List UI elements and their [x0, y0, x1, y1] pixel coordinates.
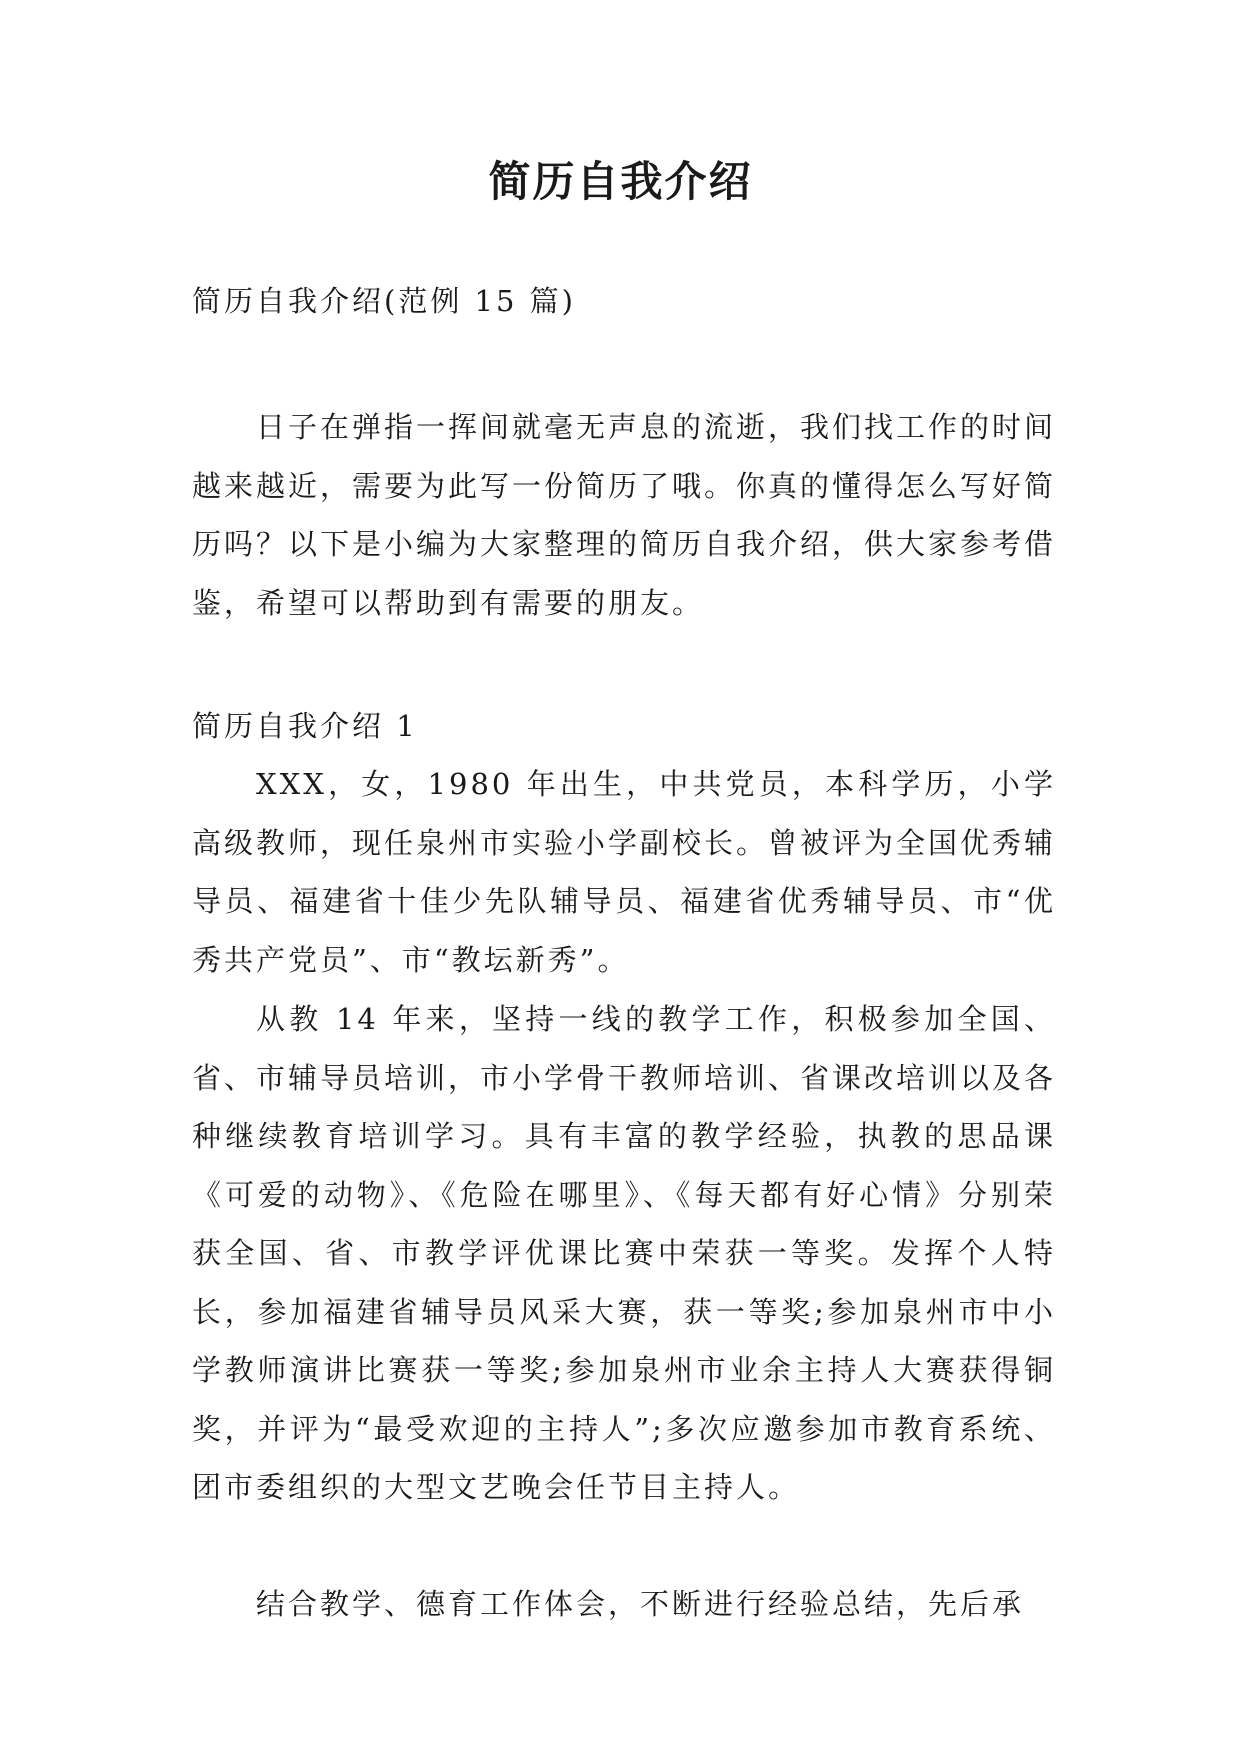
body-paragraph: 从教 14 年来，坚持一线的教学工作，积极参加全国、省、市辅导员培训，市小学骨干教师培训、省课改培训以及各种继续教育培训学习。具有丰富的教学经验，执教的思品课《可爱的动物》、《危险在哪里》、《每天都有好心情》分别荣获全国、省、市教学评优课比赛中荣获一等奖。发挥个人特长，参加福建省辅导员风采大赛，获一等奖;参加泉州市中小学教师演讲比赛获一等奖;参加泉州市业余主持人大赛获得铜奖，并评为“最受欢迎的主持人”;多次应邀参加市教育系统、团市委组织的大型文艺晚会任节目主持人。 [192, 1002, 1057, 1504]
body-paragraph: XXX，女，1980 年出生，中共党员，本科学历，小学高级教师，现任泉州市实验小学副校长。曾被评为全国优秀辅导员、福建省十佳少先队辅导员、福建省优秀辅导员、市“优秀共产党员”、市“教坛新秀”。 [192, 767, 1057, 977]
body-paragraph: 结合教学、德育工作体会，不断进行经验总结，先后承 [256, 1587, 1025, 1621]
document-title: 简历自我介绍 [488, 157, 753, 206]
intro-paragraph: 日子在弹指一挥间就毫无声息的流逝，我们找工作的时间越来越近，需要为此写一份简历了哦。你真的懂得怎么写好简历吗？以下是小编为大家整理的简历自我介绍，供大家参考借鉴，希望可以帮助到有需要的朋友。 [192, 410, 1057, 620]
document-subtitle: 简历自我介绍(范例 15 篇) [192, 284, 576, 318]
section-heading: 简历自我介绍 1 [192, 709, 418, 743]
